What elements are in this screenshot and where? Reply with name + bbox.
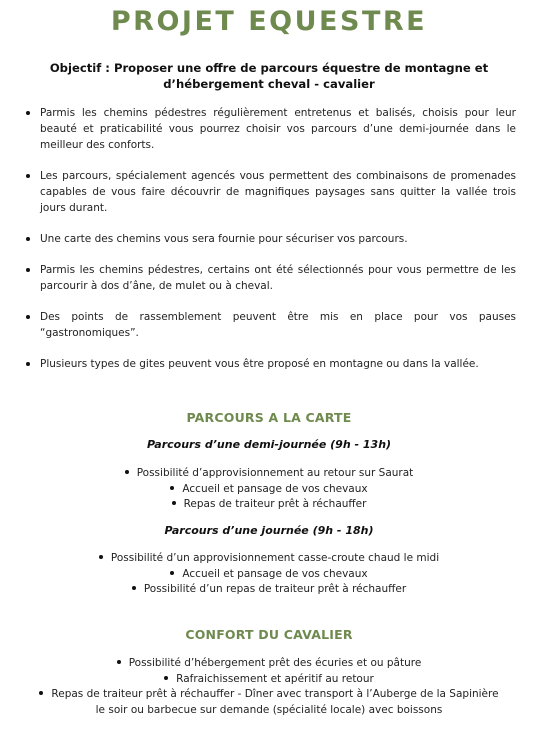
half-day-list bbox=[20, 466, 518, 513]
subtitle-half-day: Parcours d’une demi-journée (9h - 13h) bbox=[146, 438, 392, 451]
bullet-icon bbox=[132, 586, 136, 590]
bullet-icon bbox=[26, 237, 30, 241]
list-item: Possibilité d’un approvisionnement casse-croute chaud le midi bbox=[20, 551, 518, 567]
list-item: Plusieurs types de gites peuvent vous être proposé en montagne ou dans la vallée. bbox=[24, 356, 516, 372]
objective-line-2: d’hébergement cheval - cavalier bbox=[163, 77, 375, 91]
list-item: Les parcours, spécialement agencés vous permettent des combinaisons de promenades capables de vous faire découvrir de magnifiques paysages sans quitter la vallée trois jours durant. bbox=[24, 168, 516, 216]
confort-list bbox=[6, 656, 532, 718]
list-item: Parmis les chemins pédestres, certains ont été sélectionnés pour vous permettre de les parcourir à dos d’âne, de mulet ou à cheval. bbox=[24, 262, 516, 294]
list-item: Une carte des chemins vous sera fournie pour sécuriser vos parcours. bbox=[24, 231, 516, 247]
bullet-icon bbox=[39, 691, 43, 695]
intro-list bbox=[24, 105, 516, 387]
list-item: Rafraichissement et apéritif au retour bbox=[6, 672, 532, 688]
list-item: Repas de traiteur prêt à réchauffer - Dîner avec transport à l’Auberge de la Sapinière le soir ou barbecue sur demande (spécialité locale) avec boissons bbox=[6, 687, 532, 718]
objective bbox=[40, 60, 498, 92]
list-item: Des points de rassemblement peuvent être mis en place pour vos pauses “gastronomiques”. bbox=[24, 309, 516, 341]
subtitle-full-day: Parcours d’une journée (9h - 18h) bbox=[164, 524, 374, 537]
list-item: Possibilité d’approvisionnement au retour sur Saurat bbox=[20, 466, 518, 482]
section-title-confort: CONFORT DU CAVALIER bbox=[185, 627, 353, 642]
bullet-icon bbox=[26, 111, 30, 115]
bullet-icon bbox=[26, 362, 30, 366]
list-item: Possibilité d’un repas de traiteur prêt à réchauffer bbox=[20, 582, 518, 598]
section-title-parcours: PARCOURS A LA CARTE bbox=[186, 410, 352, 425]
bullet-icon bbox=[26, 174, 30, 178]
bullet-icon bbox=[117, 660, 121, 664]
full-day-list bbox=[20, 551, 518, 598]
bullet-icon bbox=[125, 470, 129, 474]
page-title: PROJET EQUESTRE bbox=[110, 6, 428, 37]
bullet-icon bbox=[164, 676, 168, 680]
list-item: Accueil et pansage de vos chevaux bbox=[20, 567, 518, 583]
bullet-icon bbox=[99, 555, 103, 559]
bullet-icon bbox=[172, 501, 176, 505]
bullet-icon bbox=[170, 571, 174, 575]
bullet-icon bbox=[170, 486, 174, 490]
bullet-icon bbox=[26, 315, 30, 319]
list-item: Accueil et pansage de vos chevaux bbox=[20, 482, 518, 498]
list-item: Possibilité d’hébergement prêt des écuries et ou pâture bbox=[6, 656, 532, 672]
bullet-icon bbox=[26, 268, 30, 272]
list-item: Parmis les chemins pédestres régulièrement entretenus et balisés, choisis pour leur beauté et praticabilité vous pourrez choisir vos parcours d’une demi-journée dans le meilleur des conforts. bbox=[24, 105, 516, 153]
list-item: Repas de traiteur prêt à réchauffer bbox=[20, 497, 518, 513]
objective-line-1: Objectif : Proposer une offre de parcours équestre de montagne et bbox=[49, 61, 489, 75]
